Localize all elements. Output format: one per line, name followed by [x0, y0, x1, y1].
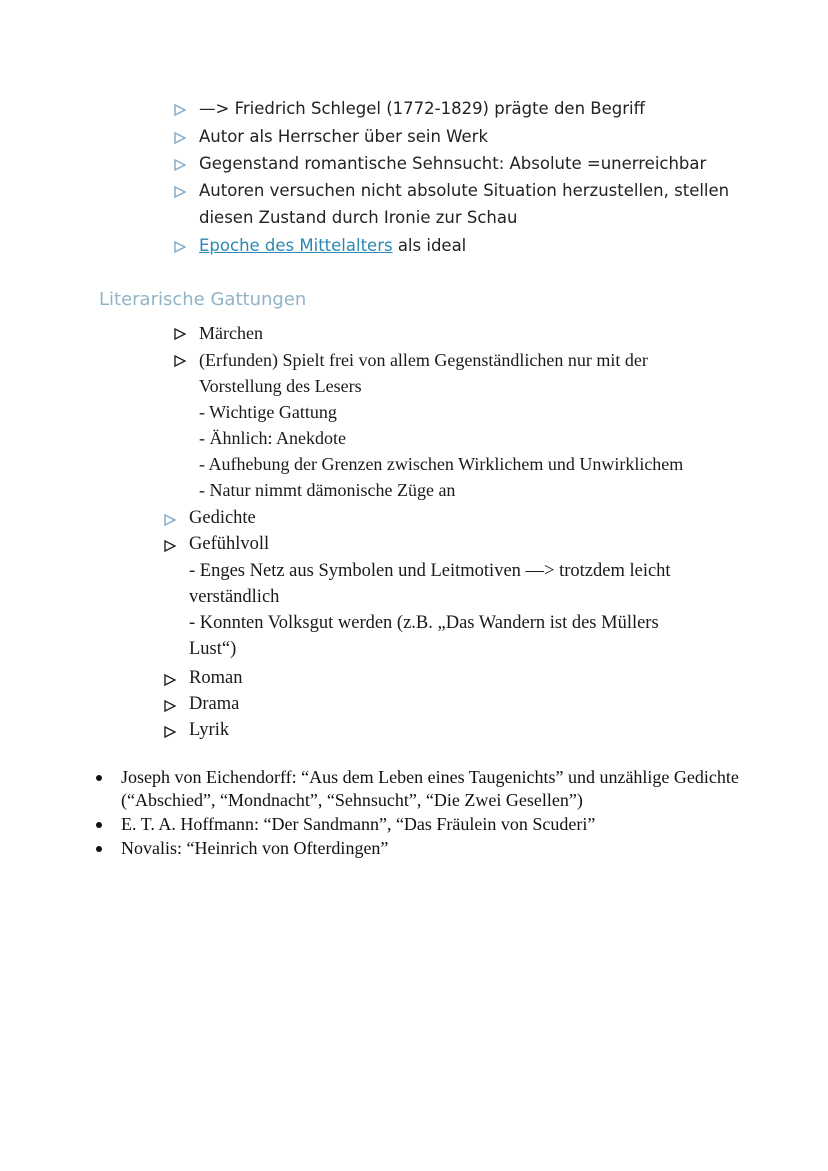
genre-title: Lyrik — [189, 720, 230, 740]
genre-title: Drama — [189, 694, 240, 714]
genre-description: (Erfunden) Spielt frei von allem Gegenständlichen nur mit der — [199, 350, 648, 370]
triangle-bullet-icon — [164, 540, 176, 552]
triangle-bullet-icon — [174, 104, 186, 116]
genre-point: - Ähnlich: Anekdote — [199, 428, 346, 448]
triangle-bullet-icon — [174, 132, 186, 144]
genre-title: Märchen — [199, 323, 263, 343]
author-item: E. T. A. Hoffmann: “Der Sandmann”, “Das Fräulein von Scuderi” — [121, 814, 596, 834]
triangle-bullet-icon — [164, 514, 176, 526]
bullet-dot-icon — [96, 775, 102, 781]
section-heading: Literarische Gattungen — [99, 289, 307, 310]
author-item: Novalis: “Heinrich von Ofterdingen” — [121, 838, 389, 858]
triangle-bullet-icon — [164, 674, 176, 686]
genre-point: - Enges Netz aus Symbolen und Leitmotiven —> trotzdem leicht — [189, 561, 671, 581]
genre-point-cont: verständlich — [189, 587, 280, 607]
genre-title: Roman — [189, 668, 243, 688]
triangle-bullet-icon — [174, 186, 186, 198]
epoch-link[interactable]: Epoche des Mittelalters — [199, 236, 393, 255]
list-item-continuation: diesen Zustand durch Ironie zur Schau — [199, 208, 518, 227]
triangle-bullet-icon — [164, 700, 176, 712]
list-item: Autor als Herrscher über sein Werk — [199, 127, 488, 146]
triangle-bullet-icon — [174, 355, 186, 367]
genre-point: - Konnten Volksgut werden (z.B. „Das Wandern ist des Müllers — [189, 613, 659, 633]
genre-point: - Natur nimmt dämonische Züge an — [199, 480, 456, 500]
list-item: Gegenstand romantische Sehnsucht: Absolute =unerreichbar — [199, 154, 707, 173]
genre-point-cont: Lust“) — [189, 639, 237, 659]
list-item: —> Friedrich Schlegel (1772-1829) prägte den Begriff — [199, 99, 645, 118]
genre-point: - Aufhebung der Grenzen zwischen Wirklichem und Unwirklichem — [199, 454, 684, 474]
list-item: Epoche des Mittelalters als ideal — [199, 236, 467, 255]
bullet-dot-icon — [96, 846, 102, 852]
genre-description-cont: Vorstellung des Lesers — [199, 376, 362, 396]
bullet-dot-icon — [96, 822, 102, 828]
genre-title: Gedichte — [189, 508, 256, 528]
list-item: Autoren versuchen nicht absolute Situation herzustellen, stellen — [199, 181, 730, 200]
triangle-bullet-icon — [174, 328, 186, 340]
genre-sub: Gefühlvoll — [189, 534, 270, 554]
triangle-bullet-icon — [174, 241, 186, 253]
triangle-bullet-icon — [164, 726, 176, 738]
author-item: Joseph von Eichendorff: “Aus dem Leben eines Taugenichts” und unzählige Gedichte — [121, 767, 739, 787]
genre-point: - Wichtige Gattung — [199, 402, 337, 422]
author-item-cont: (“Abschied”, “Mondnacht”, “Sehnsucht”, “Die Zwei Gesellen”) — [121, 790, 583, 810]
triangle-bullet-icon — [174, 159, 186, 171]
